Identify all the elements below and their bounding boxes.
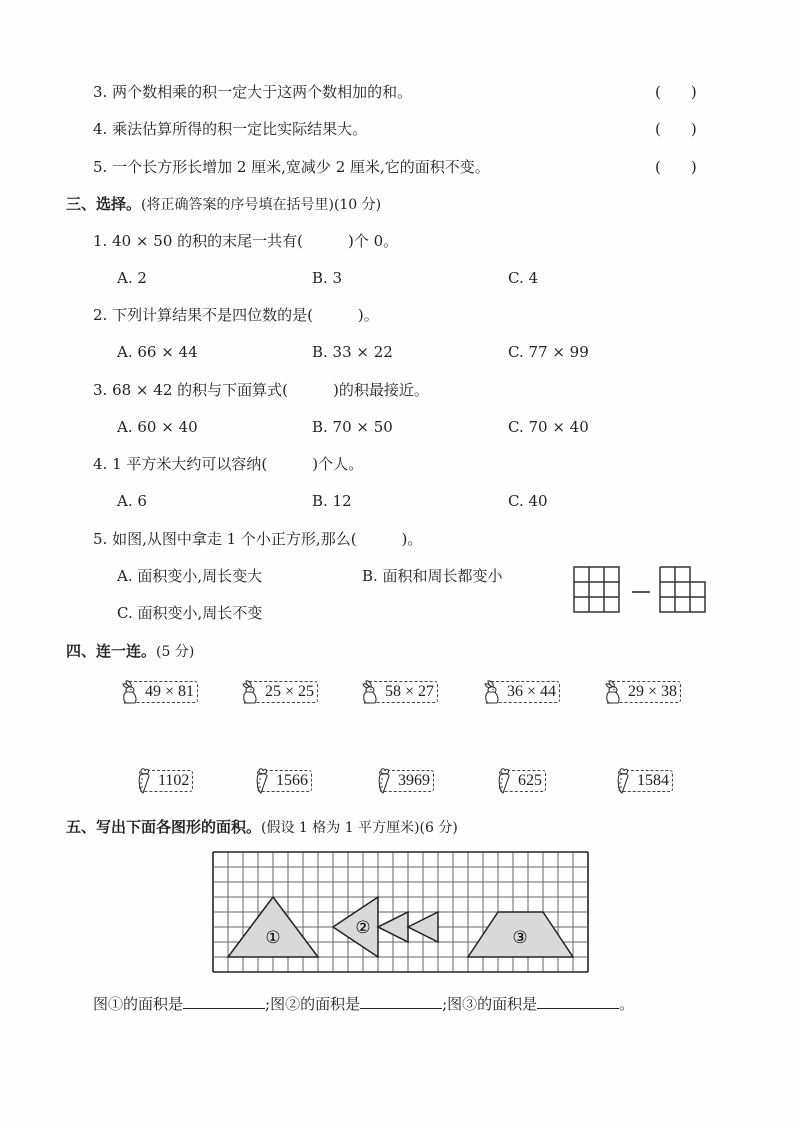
answer-label-2: ;图②的面积是 [265,995,361,1013]
choice-q4-option-b[interactable]: B. 12 [312,492,352,510]
section5-title: 五、写出下面各图形的面积。 [66,818,262,836]
shape-2-label: ② [355,918,371,938]
carrot-card[interactable] [614,770,673,792]
section3-heading [66,194,381,215]
carrot-value: 1102 [139,770,193,792]
answer-label-3: ;图③的面积是 [442,995,538,1013]
rabbit-icon [482,679,504,705]
shape-3-label: ③ [512,928,528,948]
answer-paren-5[interactable]: ( ) [655,158,697,176]
choice-q2-stem: 2. 下列计算结果不是四位数的是( )。 [93,306,379,324]
rabbit-card[interactable] [603,681,681,703]
choice-q2-option-b[interactable]: B. 33 × 22 [312,343,393,361]
choice-q3-option-b[interactable]: B. 70 × 50 [312,418,393,436]
choice-q3-option-a[interactable]: A. 60 × 40 [117,418,198,436]
choice-q1-option-b[interactable]: B. 3 [312,269,343,287]
section3-note: (将正确答案的序号填在括号里)(10 分) [141,197,382,213]
carrot-card[interactable] [495,770,546,792]
section5-heading [66,817,458,838]
judge-item-4: 4. 乘法估算所得的积一定比实际结果大。 [93,120,368,138]
carrot-icon [375,767,395,795]
choice-q4-stem: 4. 1 平方米大约可以容纳( )个人。 [93,455,364,473]
section4-heading [66,641,194,662]
carrot-card[interactable] [253,770,312,792]
answer-label-1: 图①的面积是 [93,995,184,1013]
rabbit-expression: 25 × 25 [246,681,318,703]
choice-q1-option-a[interactable]: A. 2 [117,269,147,287]
rabbit-expression: 29 × 38 [609,681,681,703]
choice-q1-stem: 1. 40 × 50 的积的末尾一共有( )个 0。 [93,232,399,250]
section3-title: 三、选择。 [66,195,142,213]
choice-q2-option-c[interactable]: C. 77 × 99 [508,343,589,361]
choice-q5-option-a[interactable]: A. 面积变小,周长变大 [117,567,263,585]
choice-q4-option-c[interactable]: C. 40 [508,492,548,510]
rabbit-card[interactable] [120,681,198,703]
section5-note: (假设 1 格为 1 平方厘米)(6 分) [261,820,458,836]
rabbit-icon [120,679,142,705]
carrot-value: 625 [499,770,546,792]
carrot-icon [614,767,634,795]
answer-paren-4[interactable]: ( ) [655,120,697,138]
rabbit-expression: 36 × 44 [488,681,560,703]
carrot-value: 3969 [379,770,434,792]
carrot-icon [135,767,155,795]
carrot-icon [253,767,273,795]
choice-q5-option-c[interactable]: C. 面积变小,周长不变 [117,604,263,622]
carrot-card[interactable] [375,770,434,792]
shape-1-label: ① [265,928,281,948]
section4-note: (5 分) [156,644,195,660]
rabbit-icon [603,679,625,705]
full-3x3-grid [574,567,619,612]
rabbit-card[interactable] [360,681,438,703]
answer-blank-2[interactable] [360,994,442,1009]
rabbit-icon [360,679,382,705]
choice-q3-stem: 3. 68 × 42 的积与下面算式( )的积最接近。 [93,381,429,399]
carrot-card[interactable] [135,770,193,792]
area-answer-line [93,994,634,1014]
answer-blank-1[interactable] [183,994,265,1009]
carrot-value: 1584 [618,770,673,792]
judge-item-3: 3. 两个数相乘的积一定大于这两个数相加的和。 [93,83,413,101]
choice-q5-stem: 5. 如图,从图中拿走 1 个小正方形,那么( )。 [93,530,423,548]
judge-item-5: 5. 一个长方形长增加 2 厘米,宽减少 2 厘米,它的面积不变。 [93,158,490,176]
choice-q4-option-a[interactable]: A. 6 [117,492,147,510]
choice-q3-option-c[interactable]: C. 70 × 40 [508,418,589,436]
answer-blank-3[interactable] [537,994,619,1009]
rabbit-icon [240,679,262,705]
answer-end: 。 [619,995,635,1013]
rabbit-expression: 49 × 81 [126,681,198,703]
choice-q5-option-b[interactable]: B. 面积和周长都变小 [362,567,503,585]
choice-q2-option-a[interactable]: A. 66 × 44 [117,343,198,361]
section4-title: 四、连一连。 [66,642,157,660]
area-grid-figure [210,851,590,979]
carrot-icon [495,767,515,795]
carrot-value: 1566 [257,770,312,792]
grid-missing-square [660,567,705,612]
rabbit-expression: 58 × 27 [366,681,438,703]
rabbit-card[interactable] [482,681,560,703]
choice-q1-option-c[interactable]: C. 4 [508,269,539,287]
square-removal-figure [570,562,712,617]
answer-paren-3[interactable]: ( ) [655,83,697,101]
rabbit-card[interactable] [240,681,318,703]
